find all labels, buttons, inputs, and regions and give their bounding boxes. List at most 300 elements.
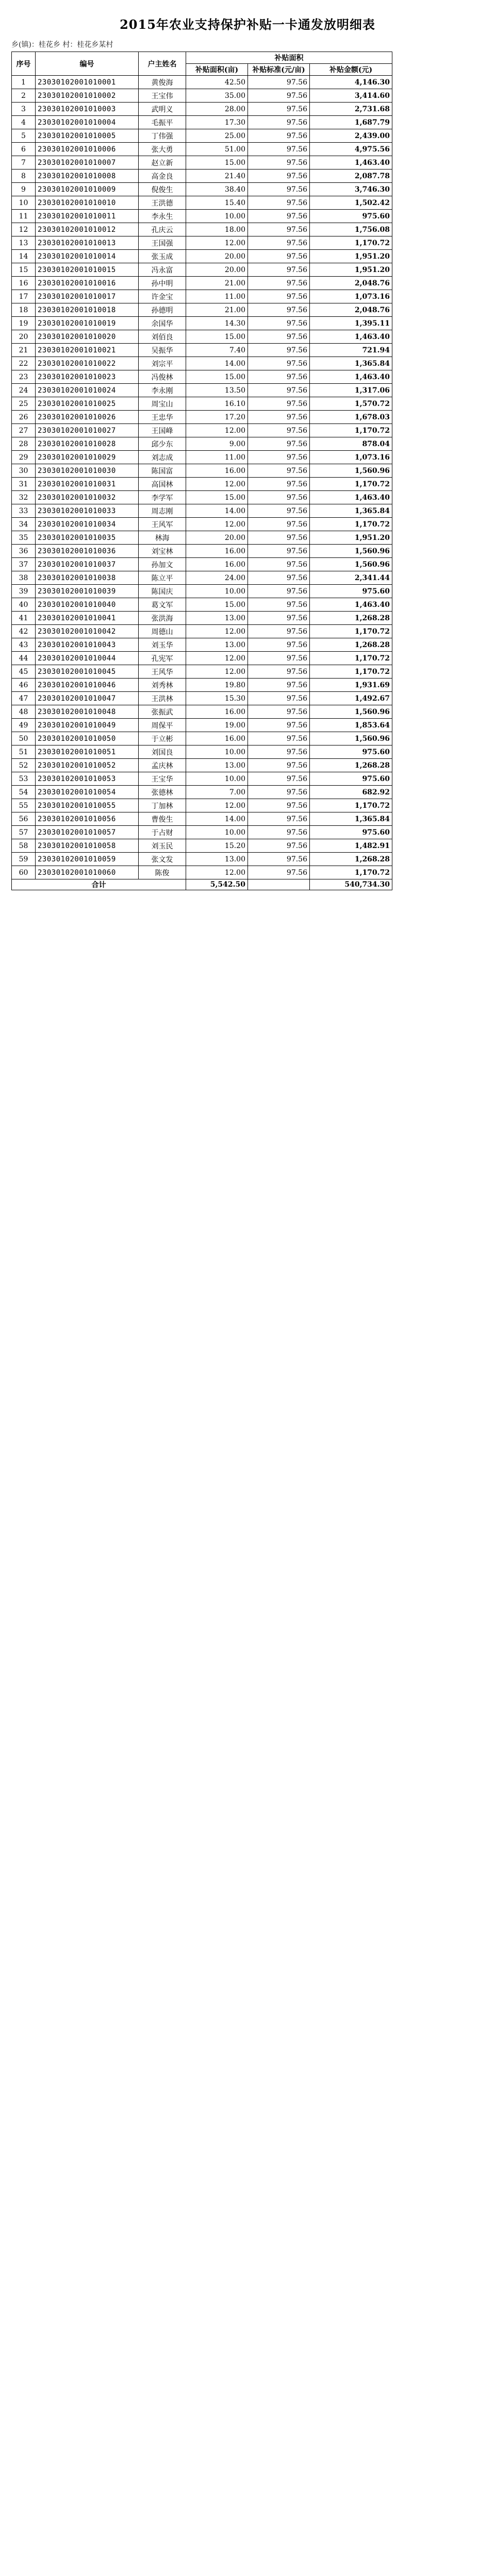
row-id: 23030102001010017 bbox=[36, 290, 139, 303]
row-amount: 1,170.72 bbox=[310, 652, 392, 665]
row-rate: 97.56 bbox=[248, 638, 310, 652]
row-amount: 2,087.78 bbox=[310, 170, 392, 183]
row-amount: 1,951.20 bbox=[310, 531, 392, 545]
row-rate: 97.56 bbox=[248, 344, 310, 357]
row-rate: 97.56 bbox=[248, 384, 310, 397]
row-no: 34 bbox=[12, 518, 36, 531]
row-id: 23030102001010037 bbox=[36, 558, 139, 571]
table-row bbox=[12, 759, 392, 772]
row-id: 23030102001010034 bbox=[36, 518, 139, 531]
row-no: 52 bbox=[12, 759, 36, 772]
table-body bbox=[12, 76, 392, 879]
row-area: 10.00 bbox=[186, 826, 248, 839]
table-row bbox=[12, 799, 392, 812]
row-amount: 1,853.64 bbox=[310, 719, 392, 732]
table-row bbox=[12, 839, 392, 853]
row-rate: 97.56 bbox=[248, 277, 310, 290]
row-rate: 97.56 bbox=[248, 786, 310, 799]
row-id: 23030102001010039 bbox=[36, 585, 139, 598]
row-rate: 97.56 bbox=[248, 518, 310, 531]
row-no: 39 bbox=[12, 585, 36, 598]
row-area: 10.00 bbox=[186, 745, 248, 759]
row-rate: 97.56 bbox=[248, 103, 310, 116]
row-amount: 975.60 bbox=[310, 772, 392, 786]
row-amount: 1,170.72 bbox=[310, 236, 392, 250]
row-area: 15.40 bbox=[186, 196, 248, 210]
row-area: 17.30 bbox=[186, 116, 248, 129]
row-area: 14.00 bbox=[186, 357, 248, 370]
row-id: 23030102001010043 bbox=[36, 638, 139, 652]
row-id: 23030102001010060 bbox=[36, 866, 139, 879]
row-amount: 1,678.03 bbox=[310, 411, 392, 424]
row-no: 17 bbox=[12, 290, 36, 303]
table-row bbox=[12, 585, 392, 598]
row-amount: 1,687.79 bbox=[310, 116, 392, 129]
row-id: 23030102001010052 bbox=[36, 759, 139, 772]
table-row bbox=[12, 826, 392, 839]
row-area: 51.00 bbox=[186, 143, 248, 156]
row-name: 张振武 bbox=[139, 705, 186, 719]
row-name: 李永生 bbox=[139, 210, 186, 223]
row-area: 12.00 bbox=[186, 236, 248, 250]
row-id: 23030102001010055 bbox=[36, 799, 139, 812]
table-row bbox=[12, 598, 392, 612]
row-rate: 97.56 bbox=[248, 531, 310, 545]
row-area: 7.40 bbox=[186, 344, 248, 357]
row-id: 23030102001010023 bbox=[36, 370, 139, 384]
row-no: 56 bbox=[12, 812, 36, 826]
row-area: 12.00 bbox=[186, 799, 248, 812]
row-area: 14.00 bbox=[186, 812, 248, 826]
row-no: 23 bbox=[12, 370, 36, 384]
table-row bbox=[12, 236, 392, 250]
row-rate: 97.56 bbox=[248, 183, 310, 196]
row-amount: 975.60 bbox=[310, 585, 392, 598]
row-rate: 97.56 bbox=[248, 504, 310, 518]
row-no: 22 bbox=[12, 357, 36, 370]
table-row bbox=[12, 491, 392, 504]
total-label: 合计 bbox=[12, 879, 186, 890]
row-rate: 97.56 bbox=[248, 545, 310, 558]
table-row bbox=[12, 344, 392, 357]
table-row bbox=[12, 437, 392, 451]
row-area: 16.00 bbox=[186, 464, 248, 478]
row-amount: 1,492.67 bbox=[310, 692, 392, 705]
row-name: 陈俊 bbox=[139, 866, 186, 879]
row-name: 周志刚 bbox=[139, 504, 186, 518]
row-id: 23030102001010006 bbox=[36, 143, 139, 156]
row-rate: 97.56 bbox=[248, 236, 310, 250]
row-no: 59 bbox=[12, 853, 36, 866]
row-id: 23030102001010056 bbox=[36, 812, 139, 826]
row-no: 7 bbox=[12, 156, 36, 170]
row-name: 王忠华 bbox=[139, 411, 186, 424]
row-name: 高国林 bbox=[139, 478, 186, 491]
row-no: 47 bbox=[12, 692, 36, 705]
row-no: 45 bbox=[12, 665, 36, 679]
row-amount: 2,048.76 bbox=[310, 303, 392, 317]
document-title: 2015年农业支持保护补贴一卡通发放明细表 bbox=[120, 17, 375, 32]
row-no: 1 bbox=[12, 76, 36, 89]
row-id: 23030102001010051 bbox=[36, 745, 139, 759]
row-amount: 4,975.56 bbox=[310, 143, 392, 156]
row-rate: 97.56 bbox=[248, 799, 310, 812]
row-name: 葛文军 bbox=[139, 598, 186, 612]
row-amount: 1,365.84 bbox=[310, 357, 392, 370]
table-row bbox=[12, 518, 392, 531]
table-row bbox=[12, 719, 392, 732]
header-group: 补贴面积 bbox=[186, 52, 392, 64]
row-rate: 97.56 bbox=[248, 745, 310, 759]
row-id: 23030102001010035 bbox=[36, 531, 139, 545]
row-name: 张大勇 bbox=[139, 143, 186, 156]
row-rate: 97.56 bbox=[248, 759, 310, 772]
row-id: 23030102001010040 bbox=[36, 598, 139, 612]
row-area: 14.30 bbox=[186, 317, 248, 330]
row-area: 15.00 bbox=[186, 370, 248, 384]
table-row bbox=[12, 812, 392, 826]
table-row bbox=[12, 464, 392, 478]
row-name: 冯俊林 bbox=[139, 370, 186, 384]
row-amount: 878.04 bbox=[310, 437, 392, 451]
row-amount: 1,570.72 bbox=[310, 397, 392, 411]
row-rate: 97.56 bbox=[248, 210, 310, 223]
row-area: 15.00 bbox=[186, 330, 248, 344]
row-id: 23030102001010010 bbox=[36, 196, 139, 210]
row-id: 23030102001010054 bbox=[36, 786, 139, 799]
row-amount: 1,317.06 bbox=[310, 384, 392, 397]
row-id: 23030102001010021 bbox=[36, 344, 139, 357]
row-id: 23030102001010001 bbox=[36, 76, 139, 89]
table-row bbox=[12, 370, 392, 384]
row-rate: 97.56 bbox=[248, 732, 310, 745]
row-area: 12.00 bbox=[186, 866, 248, 879]
row-area: 9.00 bbox=[186, 437, 248, 451]
row-rate: 97.56 bbox=[248, 89, 310, 103]
row-area: 15.20 bbox=[186, 839, 248, 853]
row-id: 23030102001010002 bbox=[36, 89, 139, 103]
row-no: 53 bbox=[12, 772, 36, 786]
row-id: 23030102001010041 bbox=[36, 612, 139, 625]
row-amount: 1,502.42 bbox=[310, 196, 392, 210]
row-no: 26 bbox=[12, 411, 36, 424]
header-id: 编号 bbox=[36, 52, 139, 76]
row-area: 10.00 bbox=[186, 772, 248, 786]
row-amount: 2,341.44 bbox=[310, 571, 392, 585]
row-no: 30 bbox=[12, 464, 36, 478]
table-row bbox=[12, 103, 392, 116]
row-no: 21 bbox=[12, 344, 36, 357]
row-id: 23030102001010004 bbox=[36, 116, 139, 129]
table-row bbox=[12, 732, 392, 745]
row-area: 24.00 bbox=[186, 571, 248, 585]
row-name: 王洪林 bbox=[139, 692, 186, 705]
row-id: 23030102001010048 bbox=[36, 705, 139, 719]
row-rate: 97.56 bbox=[248, 116, 310, 129]
row-rate: 97.56 bbox=[248, 826, 310, 839]
row-area: 14.00 bbox=[186, 504, 248, 518]
row-no: 44 bbox=[12, 652, 36, 665]
row-area: 10.00 bbox=[186, 585, 248, 598]
row-area: 20.00 bbox=[186, 531, 248, 545]
row-area: 7.00 bbox=[186, 786, 248, 799]
row-amount: 975.60 bbox=[310, 745, 392, 759]
row-id: 23030102001010016 bbox=[36, 277, 139, 290]
row-rate: 97.56 bbox=[248, 464, 310, 478]
table-row bbox=[12, 76, 392, 89]
row-rate: 97.56 bbox=[248, 478, 310, 491]
table-row bbox=[12, 652, 392, 665]
table-row bbox=[12, 478, 392, 491]
row-amount: 3,414.60 bbox=[310, 89, 392, 103]
row-name: 孙加文 bbox=[139, 558, 186, 571]
row-rate: 97.56 bbox=[248, 558, 310, 571]
row-area: 12.00 bbox=[186, 652, 248, 665]
row-area: 17.20 bbox=[186, 411, 248, 424]
row-id: 23030102001010044 bbox=[36, 652, 139, 665]
table-row bbox=[12, 384, 392, 397]
row-area: 21.00 bbox=[186, 277, 248, 290]
row-area: 21.00 bbox=[186, 303, 248, 317]
table-row bbox=[12, 625, 392, 638]
row-amount: 1,756.08 bbox=[310, 223, 392, 236]
table-row bbox=[12, 745, 392, 759]
row-name: 邱少东 bbox=[139, 437, 186, 451]
row-area: 15.00 bbox=[186, 156, 248, 170]
row-name: 吴振华 bbox=[139, 344, 186, 357]
row-id: 23030102001010058 bbox=[36, 839, 139, 853]
row-no: 16 bbox=[12, 277, 36, 290]
row-id: 23030102001010059 bbox=[36, 853, 139, 866]
row-id: 23030102001010032 bbox=[36, 491, 139, 504]
row-id: 23030102001010050 bbox=[36, 732, 139, 745]
row-area: 20.00 bbox=[186, 250, 248, 263]
row-area: 35.00 bbox=[186, 89, 248, 103]
row-name: 陈立平 bbox=[139, 571, 186, 585]
table-row bbox=[12, 277, 392, 290]
row-no: 46 bbox=[12, 679, 36, 692]
row-rate: 97.56 bbox=[248, 866, 310, 879]
row-name: 孔庆云 bbox=[139, 223, 186, 236]
row-no: 2 bbox=[12, 89, 36, 103]
row-name: 余国华 bbox=[139, 317, 186, 330]
header-rate: 补贴标准(元/亩) bbox=[248, 64, 310, 76]
row-area: 15.00 bbox=[186, 491, 248, 504]
row-amount: 1,560.96 bbox=[310, 464, 392, 478]
subsidy-table bbox=[11, 52, 392, 890]
row-name: 刘志成 bbox=[139, 451, 186, 464]
total-rate bbox=[248, 879, 310, 890]
row-id: 23030102001010036 bbox=[36, 545, 139, 558]
table-row bbox=[12, 692, 392, 705]
row-name: 黄俊海 bbox=[139, 76, 186, 89]
row-no: 33 bbox=[12, 504, 36, 518]
row-no: 11 bbox=[12, 210, 36, 223]
row-name: 王风军 bbox=[139, 518, 186, 531]
row-rate: 97.56 bbox=[248, 129, 310, 143]
row-amount: 1,268.28 bbox=[310, 612, 392, 625]
row-name: 张洪海 bbox=[139, 612, 186, 625]
table-row bbox=[12, 451, 392, 464]
row-area: 13.50 bbox=[186, 384, 248, 397]
row-no: 58 bbox=[12, 839, 36, 853]
row-name: 王国峰 bbox=[139, 424, 186, 437]
row-rate: 97.56 bbox=[248, 330, 310, 344]
row-id: 23030102001010028 bbox=[36, 437, 139, 451]
row-area: 20.00 bbox=[186, 263, 248, 277]
row-no: 5 bbox=[12, 129, 36, 143]
row-no: 10 bbox=[12, 196, 36, 210]
row-no: 37 bbox=[12, 558, 36, 571]
row-area: 13.00 bbox=[186, 759, 248, 772]
row-rate: 97.56 bbox=[248, 357, 310, 370]
row-no: 6 bbox=[12, 143, 36, 156]
row-rate: 97.56 bbox=[248, 812, 310, 826]
row-area: 42.50 bbox=[186, 76, 248, 89]
row-amount: 1,170.72 bbox=[310, 518, 392, 531]
table-row bbox=[12, 531, 392, 545]
table-row bbox=[12, 786, 392, 799]
row-id: 23030102001010057 bbox=[36, 826, 139, 839]
row-area: 25.00 bbox=[186, 129, 248, 143]
row-area: 13.00 bbox=[186, 853, 248, 866]
total-area: 5,542.50 bbox=[186, 879, 248, 890]
row-no: 36 bbox=[12, 545, 36, 558]
row-id: 23030102001010046 bbox=[36, 679, 139, 692]
row-area: 19.00 bbox=[186, 719, 248, 732]
row-rate: 97.56 bbox=[248, 772, 310, 786]
row-name: 丁伟强 bbox=[139, 129, 186, 143]
table-row bbox=[12, 545, 392, 558]
row-amount: 1,268.28 bbox=[310, 759, 392, 772]
row-area: 16.00 bbox=[186, 558, 248, 571]
row-rate: 97.56 bbox=[248, 411, 310, 424]
row-name: 许金宝 bbox=[139, 290, 186, 303]
row-name: 赵立新 bbox=[139, 156, 186, 170]
row-id: 23030102001010020 bbox=[36, 330, 139, 344]
row-area: 15.00 bbox=[186, 598, 248, 612]
row-id: 23030102001010011 bbox=[36, 210, 139, 223]
row-amount: 2,439.00 bbox=[310, 129, 392, 143]
row-name: 张德林 bbox=[139, 786, 186, 799]
total-row bbox=[12, 879, 392, 890]
row-rate: 97.56 bbox=[248, 571, 310, 585]
row-area: 38.40 bbox=[186, 183, 248, 196]
table-row bbox=[12, 638, 392, 652]
row-name: 孙德明 bbox=[139, 303, 186, 317]
row-name: 王国强 bbox=[139, 236, 186, 250]
row-amount: 1,560.96 bbox=[310, 705, 392, 719]
row-id: 23030102001010030 bbox=[36, 464, 139, 478]
row-area: 16.00 bbox=[186, 545, 248, 558]
row-id: 23030102001010047 bbox=[36, 692, 139, 705]
table-row bbox=[12, 263, 392, 277]
row-name: 王宝华 bbox=[139, 772, 186, 786]
row-no: 40 bbox=[12, 598, 36, 612]
row-rate: 97.56 bbox=[248, 598, 310, 612]
row-rate: 97.56 bbox=[248, 223, 310, 236]
row-no: 19 bbox=[12, 317, 36, 330]
row-name: 丁加林 bbox=[139, 799, 186, 812]
row-area: 11.00 bbox=[186, 290, 248, 303]
row-id: 23030102001010038 bbox=[36, 571, 139, 585]
row-area: 16.10 bbox=[186, 397, 248, 411]
row-no: 32 bbox=[12, 491, 36, 504]
row-name: 陈国富 bbox=[139, 464, 186, 478]
row-id: 23030102001010008 bbox=[36, 170, 139, 183]
row-rate: 97.56 bbox=[248, 156, 310, 170]
row-name: 孔宪军 bbox=[139, 652, 186, 665]
row-name: 王宝伟 bbox=[139, 89, 186, 103]
row-no: 29 bbox=[12, 451, 36, 464]
row-no: 38 bbox=[12, 571, 36, 585]
row-amount: 1,463.40 bbox=[310, 491, 392, 504]
row-rate: 97.56 bbox=[248, 290, 310, 303]
row-rate: 97.56 bbox=[248, 143, 310, 156]
header-area: 补贴面积(亩) bbox=[186, 64, 248, 76]
table-row bbox=[12, 866, 392, 879]
row-name: 陈国庆 bbox=[139, 585, 186, 598]
row-name: 刘国良 bbox=[139, 745, 186, 759]
row-name: 武明义 bbox=[139, 103, 186, 116]
row-id: 23030102001010005 bbox=[36, 129, 139, 143]
row-name: 冯永富 bbox=[139, 263, 186, 277]
row-rate: 97.56 bbox=[248, 437, 310, 451]
row-id: 23030102001010022 bbox=[36, 357, 139, 370]
row-id: 23030102001010024 bbox=[36, 384, 139, 397]
table-row bbox=[12, 504, 392, 518]
row-no: 31 bbox=[12, 478, 36, 491]
row-amount: 1,170.72 bbox=[310, 478, 392, 491]
row-name: 刘宝林 bbox=[139, 545, 186, 558]
row-area: 12.00 bbox=[186, 665, 248, 679]
row-no: 12 bbox=[12, 223, 36, 236]
row-name: 孟庆林 bbox=[139, 759, 186, 772]
row-id: 23030102001010018 bbox=[36, 303, 139, 317]
row-rate: 97.56 bbox=[248, 719, 310, 732]
row-no: 3 bbox=[12, 103, 36, 116]
header-amount: 补贴金额(元) bbox=[310, 64, 392, 76]
row-amount: 1,560.96 bbox=[310, 545, 392, 558]
row-id: 23030102001010003 bbox=[36, 103, 139, 116]
row-name: 于占财 bbox=[139, 826, 186, 839]
table-row bbox=[12, 705, 392, 719]
row-area: 12.00 bbox=[186, 625, 248, 638]
row-id: 23030102001010027 bbox=[36, 424, 139, 437]
row-name: 张玉成 bbox=[139, 250, 186, 263]
row-id: 23030102001010033 bbox=[36, 504, 139, 518]
row-amount: 1,170.72 bbox=[310, 424, 392, 437]
row-amount: 1,951.20 bbox=[310, 250, 392, 263]
table-row bbox=[12, 424, 392, 437]
row-name: 高金良 bbox=[139, 170, 186, 183]
table-row bbox=[12, 116, 392, 129]
row-area: 15.30 bbox=[186, 692, 248, 705]
row-name: 王风华 bbox=[139, 665, 186, 679]
table-row bbox=[12, 330, 392, 344]
row-name: 王洪德 bbox=[139, 196, 186, 210]
row-no: 27 bbox=[12, 424, 36, 437]
row-no: 41 bbox=[12, 612, 36, 625]
row-no: 13 bbox=[12, 236, 36, 250]
row-name: 刘玉华 bbox=[139, 638, 186, 652]
row-area: 12.00 bbox=[186, 518, 248, 531]
row-area: 18.00 bbox=[186, 223, 248, 236]
row-amount: 1,463.40 bbox=[310, 370, 392, 384]
table-row bbox=[12, 89, 392, 103]
row-id: 23030102001010029 bbox=[36, 451, 139, 464]
table-row bbox=[12, 558, 392, 571]
